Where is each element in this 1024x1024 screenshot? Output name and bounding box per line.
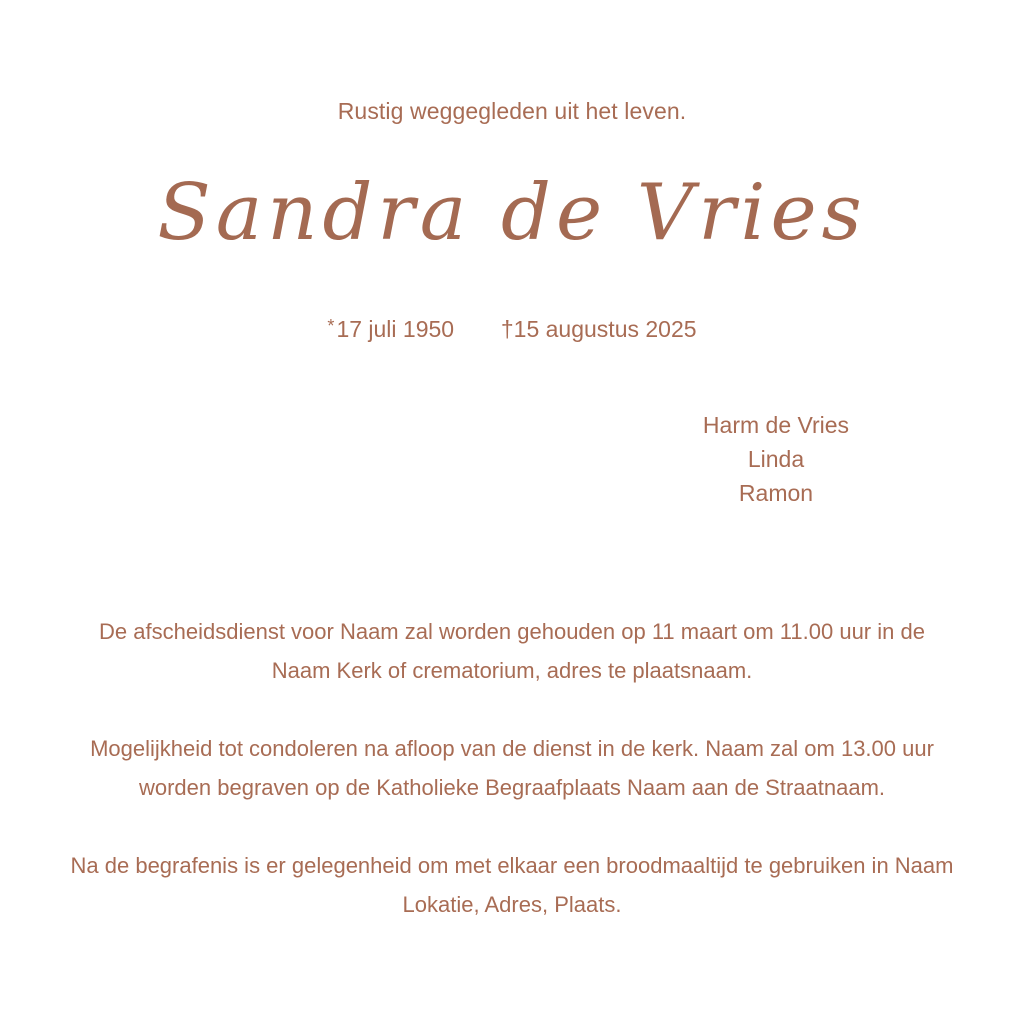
- family-list: [690, 408, 862, 510]
- family-member: Linda: [747, 446, 805, 472]
- service-details: [70, 612, 954, 924]
- intro-line: Rustig weggegleden uit het leven.: [337, 98, 687, 124]
- birth-symbol: *: [327, 316, 335, 336]
- service-paragraph: De afscheidsdienst voor Naam zal worden gehouden op 11 maart om 11.00 uur in de Naam Kerk of crematorium, adres te plaatsnaam.: [99, 619, 925, 683]
- birth-date: 17 juli 1950: [336, 316, 455, 342]
- meal-paragraph: Na de begrafenis is er gelegenheid om met elkaar een broodmaaltijd te gebruiken in Naam Lokatie, Adres, Plaats.: [70, 853, 954, 917]
- death-symbol: †: [500, 316, 514, 342]
- family-member: Ramon: [738, 480, 814, 506]
- deceased-name: Sandra de Vries: [157, 168, 867, 258]
- dates-line: [0, 316, 1024, 343]
- condolence-paragraph: Mogelijkheid tot condoleren na afloop van de dienst in de kerk. Naam zal om 13.00 uur worden begraven op de Katholieke Begraafplaats Naam aan de Straatnaam.: [90, 736, 934, 800]
- death-date: 15 augustus 2025: [513, 316, 697, 342]
- family-member: Harm de Vries: [702, 412, 850, 438]
